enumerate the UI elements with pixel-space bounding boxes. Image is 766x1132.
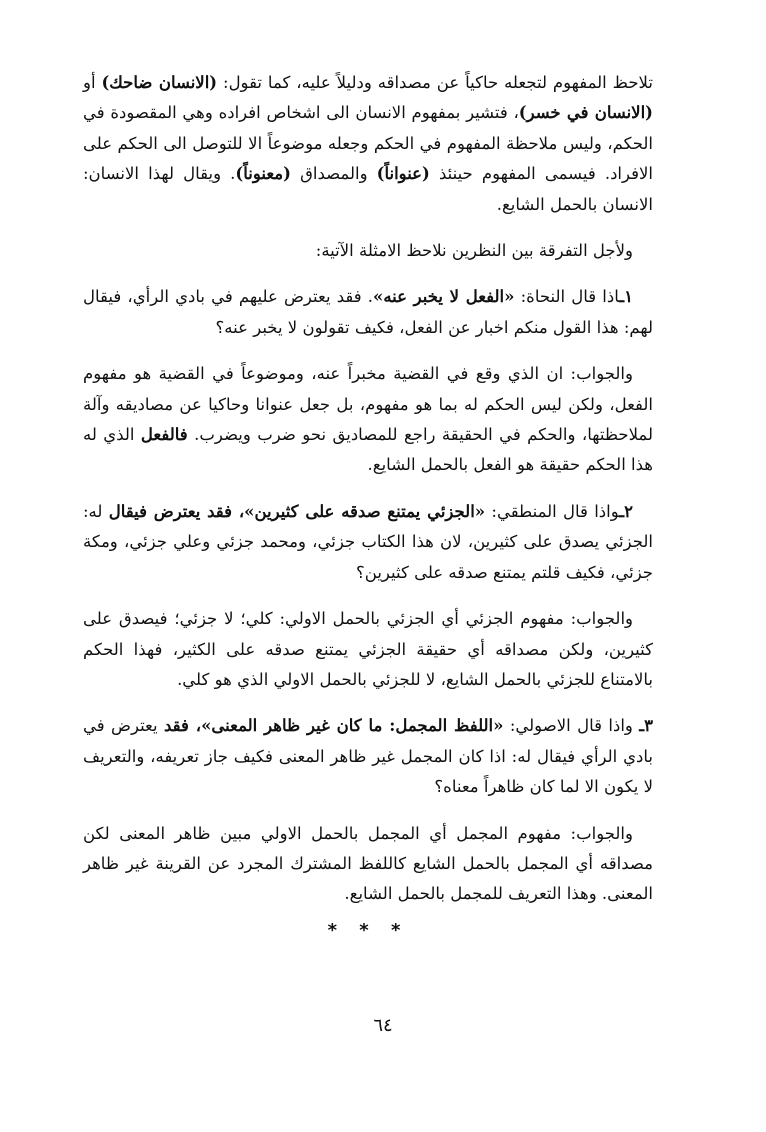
text-run: . ويقال لهذا الانسان: الانسان بالحمل الشايع. — [83, 164, 653, 214]
text-run: تلاحظ المفهوم لتجعله حاكياً عن مصداقه ودليلاً عليه، كما تقول: — [217, 73, 653, 92]
page-number: ٦٤ — [373, 1015, 393, 1036]
section-separator: * * * — [327, 919, 409, 941]
example-number: ٢ـ — [619, 501, 633, 521]
text-run: والمصداق — [290, 164, 377, 184]
example-number: ١ـ — [619, 287, 633, 307]
text-run: . فقد يعترض عليهم في بادي الرأي، فيقال لهم: هذا القول منكم اخبار عن الفعل، فكيف تقولون لا يخبر عنه؟ — [83, 287, 653, 337]
answer-3: والجواب: مفهوم المجمل أي المجمل بالحمل الاولي مبين ظاهر المعنى لكن مصداقه أي المجمل بالحمل الشايع كاللفظ المشترك المجرد عن القرينة غير ظاهر المعنى. وهذا التعريف للمجمل بالحمل الشايع. — [83, 823, 653, 904]
example-1 — [83, 282, 653, 343]
bold-quote: «الجزئي يمتنع صدقه على كثيرين»، فقد يعترض فيقال — [108, 501, 486, 521]
text-run: واذا قال المنطقي: — [485, 501, 620, 521]
bold-quote: «اللفظ المجمل: ما كان غير ظاهر المعنى»، فقد — [164, 716, 504, 736]
text-run: يعترض في بادي الرأي فيقال له: اذا كان المجمل غير ظاهر المعنى فكيف جاز تعريفه، والتعريف لا يكون الا لما كان ظاهراً معناه؟ — [83, 716, 653, 797]
answer-1 — [83, 359, 653, 481]
text-run: والجواب: ان الذي وقع في القضية مخبراً عنه، وموضوعاً في القضية هو مفهوم الفعل، ولكن ليس الحكم له بما هو مفهوم، بل جعل عنوانا وحاكيا عن مصاديقه وآلة لملاحظتها، والحكم في الحقيقة راجع للمصاديق نحو ضرب ويضرب. — [83, 364, 653, 445]
bold-quote: «الفعل لا يخبر عنه» — [373, 287, 515, 307]
bold-term: (معنوناً) — [235, 164, 291, 184]
paragraph-1 — [83, 68, 653, 220]
bold-term: (عنواناً) — [376, 164, 430, 184]
example-3 — [83, 711, 653, 802]
example-number: ٣ـ — [639, 716, 653, 736]
text-run: الذي له هذا الحكم حقيقة هو الفعل بالحمل الشايع. — [83, 425, 653, 475]
bold-example: (الانسان ضاحك) — [101, 73, 218, 92]
bold-example: (الانسان في خسر) — [518, 103, 653, 123]
text-run: واذا قال الاصولي: — [503, 716, 640, 736]
text-run: اذا قال النحاة: — [514, 287, 620, 307]
text-run: ، فتشير بمفهوم الانسان الى اشخاص افراده وهي المقصودة في الحكم، وليس ملاحظة المفهوم في الحكم وجعله موضوعاً الا للتوصل الى الحكم على الافراد. فيسمى المفهوم حينئذ — [83, 103, 653, 184]
page-body — [83, 68, 653, 946]
bold-term: فالفعل — [140, 425, 188, 445]
text-run: له: الجزئي يصدق على كثيرين، لان هذا الكتاب جزئي، ومحمد جزئي وعلي جزئي، ومكة جزئي، فكيف قلتم يمتنع صدقه على كثيرين؟ — [83, 501, 653, 582]
paragraph-2: ولأجل التفرقة بين النظرين نلاحظ الامثلة الآتية: — [315, 241, 633, 261]
example-2 — [83, 497, 653, 588]
text-run: أو — [83, 73, 102, 92]
answer-2: والجواب: مفهوم الجزئي أي الجزئي بالحمل الاولي: كلي؛ لا جزئي؛ فيصدق على كثيرين، ولكن مصداقه أي حقيقة الجزئي يمتنع صدقه على الكثير، فهذا الحكم بالامتناع للجزئي بالحمل الشايع، لا للجزئي بالحمل الاولي الذي هو كلي. — [83, 609, 653, 689]
